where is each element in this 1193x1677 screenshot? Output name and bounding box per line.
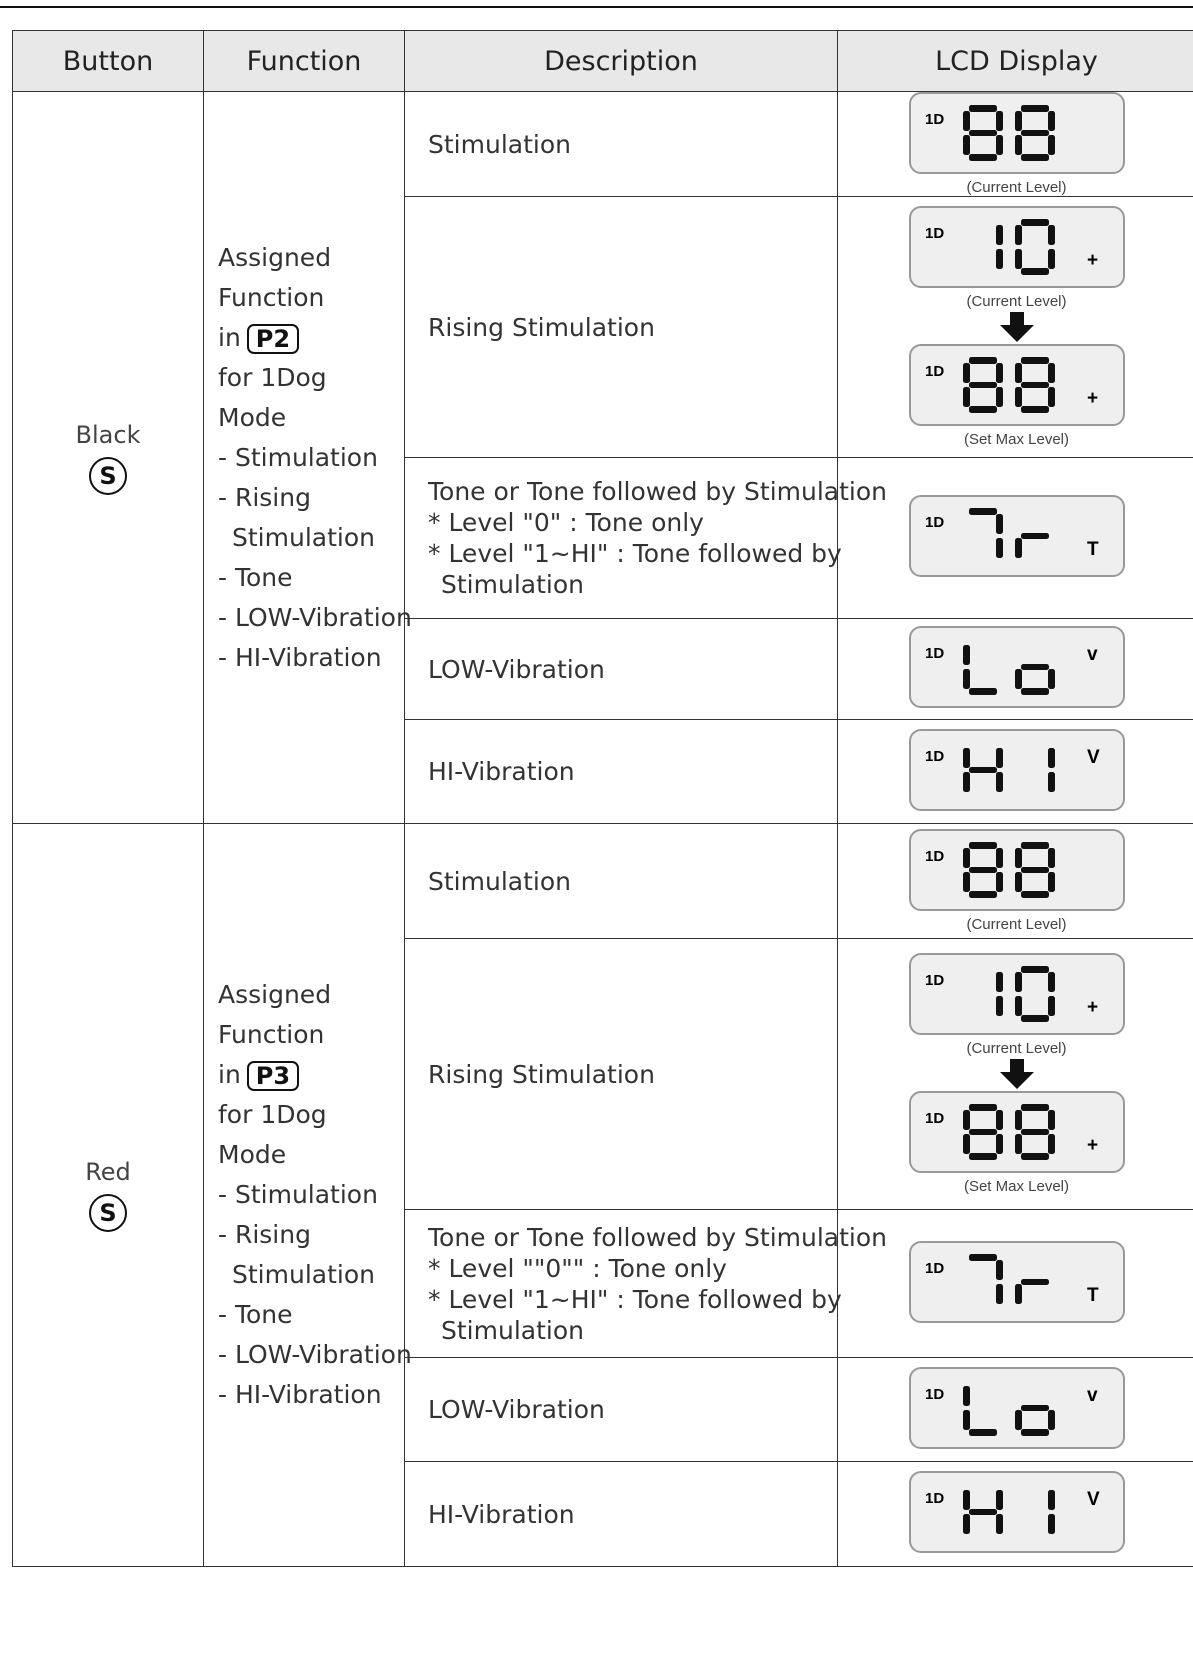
lcd-segment (1015, 1284, 1022, 1304)
table-row (13, 92, 1193, 197)
lcd-caption: (Current Level) (966, 916, 1067, 933)
lcd-segment (969, 130, 997, 136)
button-cell (13, 92, 204, 824)
lcd-display-cell (838, 197, 1193, 458)
lcd-segment (1048, 1490, 1055, 1510)
lcd-display-cell (838, 92, 1193, 197)
lcd-segment (1015, 1110, 1022, 1130)
lcd-digit (963, 748, 1003, 792)
lcd-display-cell (838, 1358, 1193, 1462)
description-text: * Level "0" : Tone only (428, 508, 704, 537)
lcd-segment (1015, 1410, 1022, 1430)
description-text: Stimulation (441, 1315, 584, 1345)
lcd-segment (1021, 1279, 1049, 1285)
lcd-mode-label: 1D (924, 514, 944, 531)
lcd-segment (969, 508, 997, 515)
lcd-display-cell (838, 1210, 1193, 1358)
lcd-segment (963, 872, 970, 892)
function-line: for 1Dog (218, 362, 327, 392)
lcd-segment (996, 111, 1003, 131)
lcd-segment (1021, 1129, 1049, 1135)
stimulation-button-icon: S (89, 1194, 127, 1232)
lcd-digit (963, 645, 997, 695)
lcd-display-cell (838, 619, 1193, 720)
function-list-item: - Tone (218, 1300, 293, 1329)
lcd-screen (909, 1367, 1125, 1449)
lcd-segment (1048, 669, 1055, 689)
lcd-display-cell (838, 720, 1193, 824)
lcd-segment (1015, 249, 1022, 269)
lcd-segment (963, 1410, 970, 1430)
description-text: LOW-Vibration (428, 1395, 605, 1424)
lcd-stack (909, 1471, 1125, 1557)
lcd-segment (1015, 387, 1022, 407)
lcd-segment (963, 135, 970, 155)
lcd-mode-label: 1D (924, 111, 944, 128)
lcd-mode-label: 1D (924, 1259, 944, 1277)
lcd-segment (969, 105, 997, 112)
lcd-segment (1021, 357, 1049, 364)
lcd-segment (1048, 872, 1055, 892)
lcd-segment (1021, 219, 1049, 226)
lcd-segment (963, 772, 970, 792)
lcd-segment (1048, 363, 1055, 383)
lcd-screen (909, 953, 1125, 1035)
lcd-caption: (Set Max Level) (963, 431, 1070, 448)
lcd-segment (963, 363, 970, 383)
lcd-segment (1048, 848, 1055, 868)
description-cell (405, 619, 838, 720)
lcd-segment (996, 363, 1003, 383)
lcd-display-cell (838, 1462, 1193, 1567)
stimulation-button-icon: S (89, 457, 127, 495)
function-cell (204, 824, 412, 1567)
lcd-segment (969, 767, 997, 773)
lcd-segment (1021, 1104, 1049, 1111)
description-text: HI-Vibration (428, 757, 575, 786)
lcd-segment (1015, 996, 1022, 1016)
lcd-indicator: T (1086, 539, 1099, 560)
function-list-item: - LOW-Vibration (218, 602, 412, 632)
lcd-indicator: T (1086, 1284, 1099, 1306)
lcd-indicator: v (1086, 644, 1098, 665)
function-program-line (218, 318, 404, 358)
function-list-item: Stimulation (232, 522, 375, 552)
lcd-segment (1048, 111, 1055, 131)
lcd-caption: (Current Level) (966, 1040, 1067, 1057)
lcd-stack (909, 953, 1125, 1195)
lcd-segment (969, 1254, 997, 1261)
lcd-segment (1021, 842, 1049, 849)
lcd-segment (996, 135, 1003, 155)
lcd-segment (996, 1134, 1003, 1154)
lcd-segment (963, 848, 970, 868)
function-list-item: Stimulation (232, 1260, 375, 1289)
header-button: Button (13, 31, 204, 92)
lcd-display-cell (838, 824, 1193, 939)
lcd-indicator: V (1086, 1489, 1100, 1510)
header-lcd-display: LCD Display (838, 31, 1193, 92)
description-text: Tone or Tone followed by Stimulation (428, 477, 888, 506)
lcd-screen (909, 626, 1125, 708)
description-text: HI-Vibration (428, 1499, 575, 1529)
lcd-digit (1015, 842, 1055, 898)
lcd-digit (996, 972, 1003, 1016)
lcd-digit (963, 1104, 1003, 1160)
lcd-stack (909, 1367, 1125, 1453)
lcd-segment (1021, 1015, 1049, 1022)
function-cell (204, 92, 412, 824)
lcd-caption: (Current Level) (966, 293, 1067, 310)
lcd-segment (1048, 225, 1055, 245)
lcd-segment (1048, 996, 1055, 1016)
lcd-mode-label: 1D (924, 848, 944, 865)
function-line: Function (218, 282, 325, 312)
lcd-segment (969, 891, 997, 898)
lcd-stack (909, 626, 1125, 712)
lcd-screen (909, 1241, 1125, 1323)
lcd-segment (1021, 533, 1049, 539)
lcd-segment (1021, 154, 1049, 161)
down-arrow-icon (1000, 312, 1034, 342)
lcd-digit (963, 1490, 1003, 1534)
lcd-screen (909, 1091, 1125, 1173)
lcd-segment (963, 387, 970, 407)
lcd-segment (1021, 1405, 1049, 1411)
lcd-segment (1015, 1134, 1022, 1154)
function-in-label: in (218, 322, 241, 352)
lcd-segment (1021, 130, 1049, 136)
lcd-display-cell (838, 458, 1193, 619)
lcd-stack (909, 1241, 1125, 1327)
lcd-segment (996, 872, 1003, 892)
lcd-segment (996, 1514, 1003, 1534)
lcd-segment (1015, 669, 1022, 689)
description-text: * Level ""0"" : Tone only (428, 1253, 727, 1283)
lcd-segment (996, 1110, 1003, 1130)
lcd-digit (996, 225, 1003, 269)
description-cell (405, 1210, 888, 1358)
lcd-segment (969, 867, 997, 873)
lcd-caption: (Current Level) (966, 179, 1067, 196)
description-text: * Level "1~HI" : Tone followed by (428, 1284, 842, 1314)
lcd-segment (963, 1490, 970, 1510)
lcd-indicator: v (1086, 1384, 1098, 1406)
lcd-digit (963, 1386, 997, 1436)
lcd-segment (996, 848, 1003, 868)
lcd-indicator: + (1086, 388, 1098, 409)
function-in-label: in (218, 1060, 241, 1089)
description-text: Rising Stimulation (428, 312, 655, 342)
lcd-indicator: + (1086, 997, 1098, 1018)
lcd-digit (1015, 105, 1055, 161)
function-list-item: - LOW-Vibration (218, 1340, 412, 1369)
lcd-digit (1015, 533, 1049, 558)
lcd-segment (969, 1509, 997, 1515)
lcd-stack (909, 92, 1125, 196)
lcd-digit (963, 842, 1003, 898)
lcd-indicator: + (1086, 1135, 1098, 1156)
function-line: Mode (218, 402, 287, 432)
description-cell (405, 458, 888, 619)
lcd-screen (909, 1471, 1125, 1553)
program-badge: P2 (247, 324, 299, 354)
lcd-segment (969, 1429, 997, 1436)
description-text: Tone or Tone followed by Stimulation (428, 1222, 888, 1252)
description-cell (405, 824, 838, 939)
description-text: Stimulation (441, 570, 584, 599)
lcd-segment (996, 249, 1003, 269)
lcd-segment (1048, 1514, 1055, 1534)
lcd-segment (969, 688, 997, 695)
lcd-segment (1021, 105, 1049, 112)
lcd-segment (969, 1104, 997, 1111)
lcd-segment (1015, 111, 1022, 131)
lcd-segment (1021, 268, 1049, 275)
function-list-item: - Tone (218, 562, 293, 592)
lcd-screen (909, 344, 1125, 426)
lcd-mode-label: 1D (924, 972, 944, 989)
lcd-screen (909, 92, 1125, 174)
lcd-segment (996, 225, 1003, 245)
lcd-segment (1048, 249, 1055, 269)
lcd-segment (963, 1514, 970, 1534)
lcd-segment (1015, 135, 1022, 155)
function-list-item: - HI-Vibration (218, 1380, 382, 1409)
lcd-mode-label: 1D (924, 747, 944, 765)
lcd-segment (969, 1153, 997, 1160)
description-text: Stimulation (428, 866, 571, 896)
lcd-digit (963, 357, 1003, 413)
function-line: for 1Dog (218, 1100, 327, 1129)
lcd-segment (1015, 225, 1022, 245)
lcd-digit (1015, 1405, 1055, 1436)
lcd-segment (1021, 664, 1049, 670)
lcd-stack (909, 829, 1125, 933)
header-description: Description (405, 31, 838, 92)
lcd-segment (1015, 538, 1022, 558)
lcd-segment (1048, 748, 1055, 768)
lcd-stack (909, 495, 1125, 581)
lcd-segment (963, 1110, 970, 1130)
description-cell (405, 720, 838, 824)
lcd-segment (1021, 1429, 1049, 1436)
lcd-segment (1015, 872, 1022, 892)
lcd-segment (1015, 972, 1022, 992)
lcd-digit (1015, 357, 1055, 413)
lcd-segment (996, 538, 1003, 558)
button-name: Red (85, 1158, 131, 1186)
program-badge: P3 (247, 1061, 299, 1091)
lcd-segment (1021, 406, 1049, 413)
lcd-segment (963, 748, 970, 768)
lcd-digit (969, 508, 1003, 558)
lcd-segment (996, 748, 1003, 768)
description-text: LOW-Vibration (428, 654, 605, 684)
function-list-item: - Stimulation (218, 1180, 378, 1209)
lcd-segment (969, 382, 997, 388)
description-text: Rising Stimulation (428, 1059, 655, 1089)
lcd-segment (1048, 1134, 1055, 1154)
lcd-mode-label: 1D (924, 1490, 944, 1507)
function-list-item: - Rising (218, 1220, 311, 1249)
lcd-digit (969, 1254, 1003, 1304)
lcd-segment (1048, 387, 1055, 407)
description-text: Stimulation (428, 129, 571, 159)
lcd-digit (1048, 748, 1055, 792)
description-cell (405, 1358, 838, 1462)
lcd-stack (909, 206, 1125, 448)
lcd-segment (1015, 848, 1022, 868)
lcd-mode-label: 1D (924, 225, 944, 242)
lcd-segment (996, 972, 1003, 992)
description-cell (405, 197, 838, 458)
lcd-segment (1048, 1410, 1055, 1430)
description-cell (405, 939, 838, 1210)
lcd-segment (996, 1260, 1003, 1280)
function-line: Function (218, 1020, 325, 1049)
lcd-digit (963, 105, 1003, 161)
description-cell (405, 1462, 838, 1567)
function-list-item: - HI-Vibration (218, 642, 382, 672)
lcd-segment (969, 406, 997, 413)
header-row (13, 31, 1193, 92)
function-line: Mode (218, 1140, 287, 1169)
lcd-segment (963, 1386, 970, 1406)
lcd-segment (1021, 688, 1049, 695)
lcd-mode-label: 1D (924, 645, 944, 662)
lcd-segment (963, 111, 970, 131)
lcd-digit (1048, 1490, 1055, 1534)
lcd-indicator: + (1086, 250, 1098, 271)
lcd-segment (1048, 772, 1055, 792)
lcd-segment (1021, 966, 1049, 973)
lcd-segment (1048, 972, 1055, 992)
lcd-segment (969, 154, 997, 161)
lcd-screen (909, 729, 1125, 811)
function-program-line (218, 1055, 404, 1095)
down-arrow-icon (1000, 1059, 1034, 1089)
lcd-screen (909, 206, 1125, 288)
lcd-caption: (Set Max Level) (963, 1178, 1070, 1195)
lcd-segment (996, 1284, 1003, 1304)
lcd-display-cell (838, 939, 1193, 1210)
button-cell (13, 824, 204, 1567)
description-cell (405, 92, 838, 197)
lcd-segment (969, 357, 997, 364)
lcd-segment (963, 645, 970, 665)
lcd-segment (1021, 891, 1049, 898)
button-function-table (12, 30, 1193, 1567)
lcd-screen (909, 829, 1125, 911)
lcd-mode-label: 1D (924, 1385, 944, 1403)
lcd-segment (969, 1129, 997, 1135)
lcd-segment (1021, 382, 1049, 388)
lcd-digit (1015, 1104, 1055, 1160)
function-line: Assigned (218, 242, 332, 272)
button-name: Black (75, 420, 141, 449)
function-list-item: - Rising (218, 482, 311, 512)
lcd-segment (996, 1490, 1003, 1510)
lcd-segment (996, 772, 1003, 792)
top-rule (0, 6, 1193, 8)
lcd-segment (963, 669, 970, 689)
lcd-segment (996, 996, 1003, 1016)
lcd-digit (1015, 1279, 1049, 1304)
lcd-segment (1015, 363, 1022, 383)
lcd-stack (909, 729, 1125, 815)
description-text: * Level "1~HI" : Tone followed by (428, 539, 842, 568)
function-list-item: - Stimulation (218, 442, 378, 472)
lcd-segment (1021, 867, 1049, 873)
header-function: Function (204, 31, 405, 92)
lcd-segment (996, 514, 1003, 534)
lcd-segment (969, 842, 997, 849)
lcd-segment (1048, 135, 1055, 155)
lcd-mode-label: 1D (924, 363, 944, 380)
lcd-digit (1015, 664, 1055, 695)
lcd-segment (1021, 1153, 1049, 1160)
lcd-segment (1048, 1110, 1055, 1130)
lcd-digit (1015, 219, 1055, 275)
lcd-digit (1015, 966, 1055, 1022)
lcd-screen (909, 495, 1125, 577)
lcd-segment (963, 1134, 970, 1154)
function-line: Assigned (218, 980, 332, 1009)
lcd-indicator: V (1086, 746, 1100, 768)
table-row (13, 824, 1193, 939)
lcd-mode-label: 1D (924, 1110, 944, 1127)
lcd-segment (996, 387, 1003, 407)
